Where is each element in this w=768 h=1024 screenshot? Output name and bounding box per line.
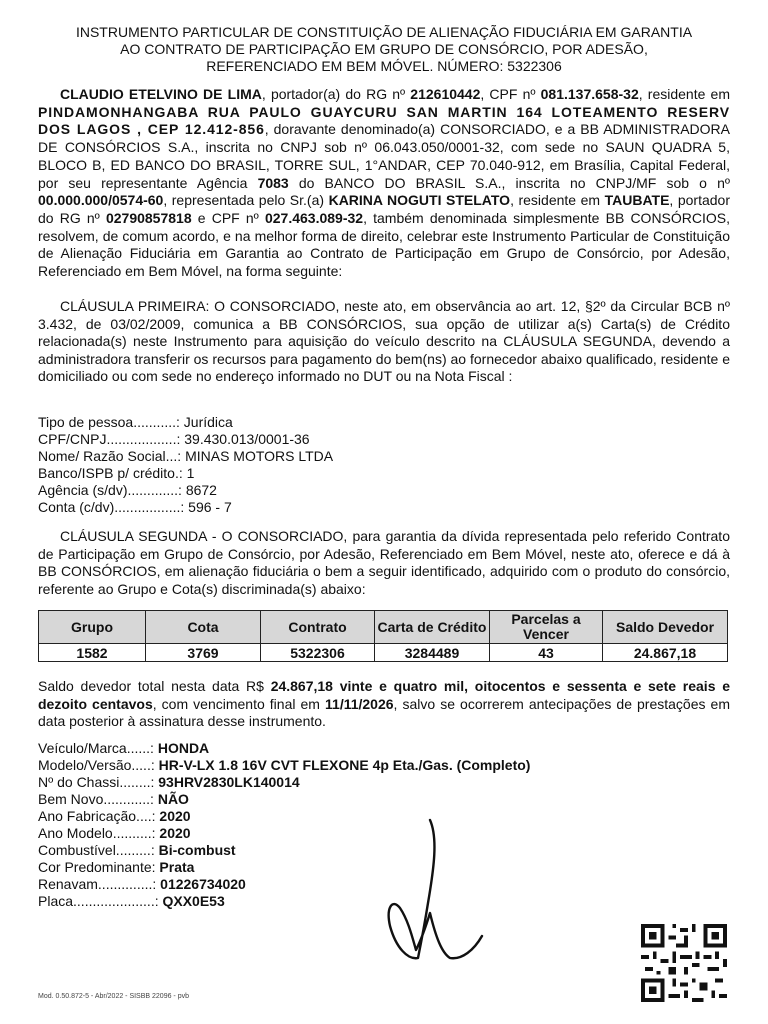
text: , CPF nº: [480, 86, 541, 102]
handwritten-signature: [378, 808, 488, 978]
field-value: Prata: [159, 859, 195, 875]
qr-code: [640, 924, 728, 1002]
due-date: 11/11/2026: [325, 695, 394, 712]
cell-grupo: 1582: [39, 644, 146, 662]
vehicle-field: [38, 740, 530, 757]
representative-name: KARINA NOGUTI STELATO: [328, 192, 511, 209]
field-label: Ano Modelo..........:: [38, 825, 160, 841]
cell-saldo-devedor: 24.867,18: [603, 644, 728, 662]
text: , portador(a) do RG nº: [261, 86, 411, 102]
field-value: QXX0E53: [162, 893, 225, 909]
cell-carta-credito: 3284489: [375, 644, 490, 662]
table-row: [39, 644, 728, 662]
supplier-field: [38, 465, 333, 482]
header-saldo-devedor: Saldo Devedor: [603, 611, 728, 644]
field-label: Tipo de pessoa...........:: [38, 414, 184, 430]
vehicle-field: [38, 791, 530, 808]
header-cota: Cota: [146, 611, 261, 644]
field-value: 39.430.013/0001-36: [184, 431, 310, 447]
field-label: Conta (c/dv).................:: [38, 499, 189, 515]
representative-rg: 02790857818: [105, 209, 192, 226]
clausula-segunda: [38, 528, 730, 598]
vehicle-field: [38, 757, 530, 774]
form-footer: Mod. 0.50.872-5 - Abr/2022 - SISBB 22096 - pvb: [38, 993, 189, 1000]
title-line: INSTRUMENTO PARTICULAR DE CONSTITUIÇÃO DE ALIENAÇÃO FIDUCIÁRIA EM GARANTIA: [75, 24, 693, 40]
field-value: Jurídica: [183, 414, 233, 430]
document-title: [20, 24, 748, 75]
field-label: Ano Fabricação....:: [38, 808, 160, 824]
field-label: Banco/ISPB p/ crédito.:: [38, 465, 187, 481]
text: , doravante denominado(a) CONSORCIADO, e a BB ADMINISTRADORA DE CONSÓRCIOS S.A., inscrita no CNPJ sob nº 06.043.050/0001-32, com sede no SAUN QUADRA 5, BLOCO B, ED BANCO DO BRASIL, TORRE SUL, 1°ANDAR, CEP 70.040-912, em Brasília, Capital Federal, por seu representante Agência: [38, 121, 730, 191]
text: , portador do RG nº: [38, 192, 730, 226]
field-value: 93HRV2830LK140014: [158, 774, 300, 790]
text: , salvo se ocorrerem antecipações de prestações em data posterior à assinatura desse instrumento.: [38, 695, 730, 730]
field-value: HONDA: [157, 740, 210, 756]
text: e CPF nº: [191, 209, 265, 226]
supplier-field: [38, 448, 333, 465]
text: , com vencimento final em: [152, 695, 326, 712]
supplier-field: [38, 482, 333, 499]
quota-table: [38, 610, 728, 662]
clausula-primeira: [38, 298, 730, 386]
field-label: Combustível.........:: [38, 842, 159, 858]
field-value: Bi-combust: [158, 842, 236, 858]
cell-contrato: 5322306: [261, 644, 375, 662]
text: CLÁUSULA SEGUNDA - O CONSORCIADO, para garantia da dívida representada pelo referido Contrato de Participação em Grupo de Consórcio, por Adesão, Referenciado em Bem Móvel, neste ato, oferece e dá à BB CONSÓRCIOS, em alienação fiduciária o bem a seguir identificado, adquirido com o produto do consórcio, referente ao Grupo e Cota(s) discriminada(s) abaixo:: [38, 528, 730, 597]
field-label: Renavam..............:: [38, 876, 161, 892]
field-label: Placa.....................:: [38, 893, 163, 909]
text: do BANCO DO BRASIL S.A., inscrita no CNPJ/MF sob o nº: [288, 174, 731, 191]
field-value: HR-V-LX 1.8 16V CVT FLEXONE 4p Eta./Gas. (Completo): [158, 757, 531, 773]
text: , também denominada simplesmente BB CONSÓRCIOS, resolvem, de comum acordo, e na melhor forma de direito, celebrar este Instrumento Particular de Constituição de Alienação Fiduciária em Garantia ao Contrato de Participação em Grupo de Consórcio, por Adesão, Referenciado em Bem Móvel, na forma seguinte:: [38, 209, 731, 280]
field-label: Veículo/Marca......:: [38, 740, 158, 756]
agencia-number: 7083: [257, 174, 289, 191]
supplier-field: [38, 431, 333, 448]
header-carta-credito: Carta de Crédito: [375, 611, 490, 644]
cell-parcelas: 43: [490, 644, 603, 662]
text: Saldo devedor total nesta data R$: [38, 678, 271, 694]
field-value: NÃO: [157, 791, 189, 807]
field-value: 1: [186, 465, 195, 481]
intro-paragraph: [38, 86, 730, 281]
field-label: Bem Novo............:: [38, 791, 158, 807]
header-grupo: Grupo: [39, 611, 146, 644]
representative-cpf: 027.463.089-32: [264, 209, 364, 226]
table-header-row: [39, 611, 728, 644]
text: , representada pelo Sr.(a): [163, 192, 329, 209]
consorciado-cpf: 081.137.658-32: [540, 86, 639, 102]
field-label: Modelo/Versão.....:: [38, 757, 159, 773]
representative-city: TAUBATE: [604, 192, 670, 209]
field-label: Cor Predominante:: [38, 859, 160, 875]
cell-cota: 3769: [146, 644, 261, 662]
field-value: 2020: [159, 808, 191, 824]
field-value: 8672: [185, 482, 217, 498]
supplier-details: [38, 414, 333, 516]
field-label: Agência (s/dv).............:: [38, 482, 186, 498]
field-value: 2020: [159, 825, 191, 841]
field-label: Nº do Chassi........:: [38, 774, 159, 790]
text: , residente em: [638, 86, 730, 102]
text: CLÁUSULA PRIMEIRA: O CONSORCIADO, neste ato, em observância ao art. 12, §2º da Circular BCB nº 3.432, de 03/02/2009, comunica a BB CONSÓRCIOS, sua opção de utilizar a(s) Carta(s) de Crédito relacionada(s) neste Instrumento para aquisição do veículo descrito na CLÁUSULA SEGUNDA, devendo a administradora transferir os recursos para pagamento do bem(ns) ao fornecedor abaixo qualificado, residente e domiciliado ou com sede no endereço informado no DUT ou na Nota Fiscal :: [38, 298, 730, 385]
field-label: Nome/ Razão Social...:: [38, 448, 186, 464]
header-contrato: Contrato: [261, 611, 375, 644]
title-line: REFERENCIADO EM BEM MÓVEL. NÚMERO: 5322306: [206, 58, 562, 74]
field-value: MINAS MOTORS LTDA: [185, 448, 334, 464]
saldo-paragraph: [38, 678, 730, 731]
text: , residente em: [510, 192, 605, 209]
consorciado-rg: 212610442: [410, 86, 481, 102]
title-line: AO CONTRATO DE PARTICIPAÇÃO EM GRUPO DE CONSÓRCIO, POR ADESÃO,: [120, 41, 648, 57]
consorciado-name: CLAUDIO ETELVINO DE LIMA: [60, 86, 262, 102]
supplier-field: [38, 414, 333, 431]
bb-cnpj: 00.000.000/0574-60: [38, 192, 164, 209]
saldo-amount: 24.867,18 vinte e quatro mil, oitocentos e sessenta e sete reais e dezoito centavos: [38, 678, 731, 712]
consorciado-address: PINDAMONHANGABA RUA PAULO GUAYCURU SAN MARTIN 164 LOTEAMENTO RESERV DOS LAGOS , CEP 12.412-856: [38, 103, 730, 138]
header-parcelas: Parcelas a Vencer: [490, 611, 603, 644]
field-label: CPF/CNPJ..................:: [38, 431, 185, 447]
vehicle-field: [38, 774, 530, 791]
field-value: 01226734020: [160, 876, 246, 892]
field-value: 596 - 7: [188, 499, 232, 515]
supplier-field: [38, 499, 333, 516]
